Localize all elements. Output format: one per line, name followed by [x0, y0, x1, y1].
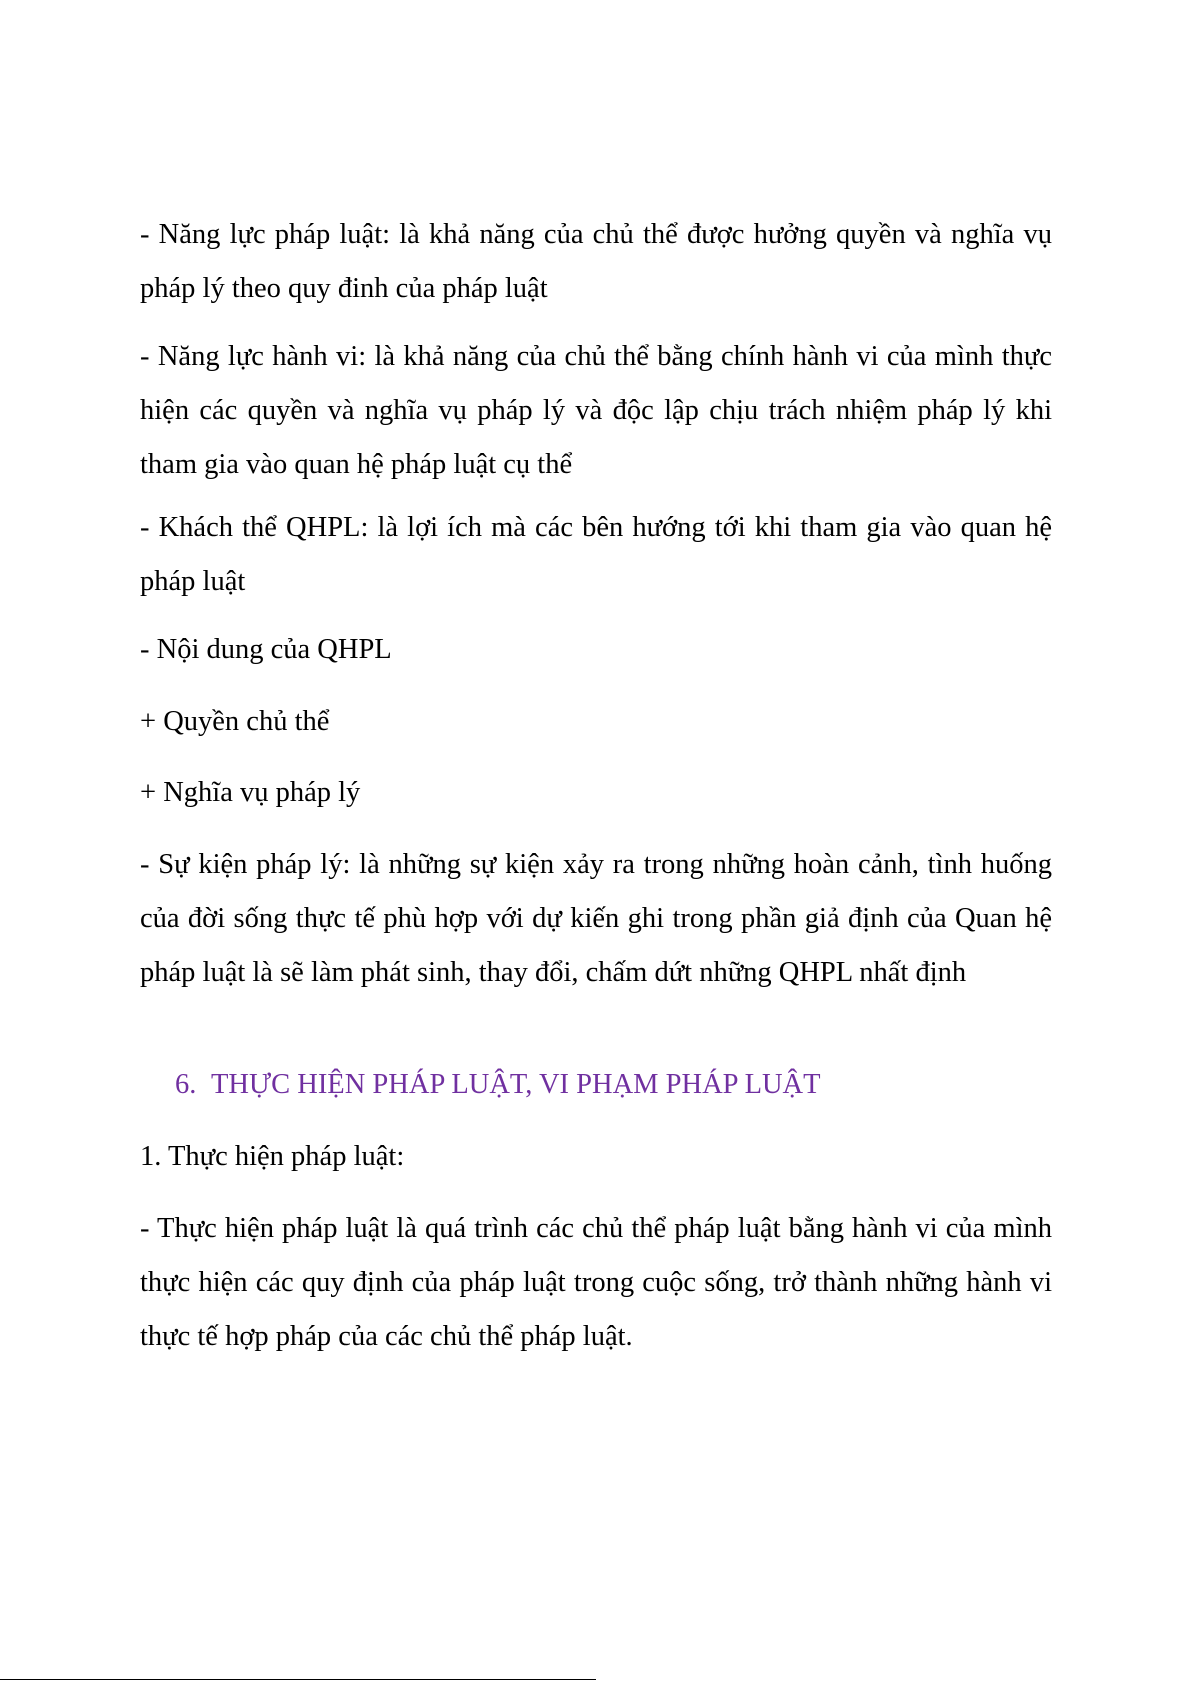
paragraph-thuc-hien-phap-luat: - Thực hiện pháp luật là quá trình các chủ thể pháp luật bằng hành vi của mình thực hiện các quy định của pháp luật trong cuộc sống, trở thành những hành vi thực tế hợp pháp của các chủ thể pháp luật.	[140, 1213, 1052, 1352]
paragraph-noi-dung: - Nội dung của QHPL	[140, 634, 392, 665]
footer-divider	[0, 1679, 596, 1680]
paragraph-nang-luc-phap-luat: - Năng lực pháp luật: là khả năng của chủ thể được hưởng quyền và nghĩa vụ pháp lý theo quy đinh của pháp luật	[140, 219, 1052, 304]
paragraph-khach-the: - Khách thể QHPL: là lợi ích mà các bên hướng tới khi tham gia vào quan hệ pháp luật	[140, 512, 1052, 597]
section-heading	[175, 1058, 1055, 1112]
section-heading-title: THỰC HIỆN PHÁP LUẬT, VI PHẠM PHÁP LUẬT	[211, 1069, 821, 1100]
paragraph-nghia-vu-phap-ly: + Nghĩa vụ pháp lý	[140, 777, 361, 808]
subheading-thuc-hien-phap-luat: 1. Thực hiện pháp luật:	[140, 1141, 405, 1172]
paragraph-su-kien-phap-ly: - Sự kiện pháp lý: là những sự kiện xảy ra trong những hoàn cảnh, tình huống của đời sống thực tế phù hợp với dự kiến ghi trong phần giả định của Quan hệ pháp luật là sẽ làm phát sinh, thay đổi, chấm dứt những QHPL nhất định	[140, 849, 1052, 988]
paragraph-quyen-chu-the: + Quyền chủ thể	[140, 706, 330, 737]
section-heading-number: 6.	[175, 1069, 197, 1100]
paragraph-nang-luc-hanh-vi: - Năng lực hành vi: là khả năng của chủ thể bằng chính hành vi của mình thực hiện các quyền và nghĩa vụ pháp lý và độc lập chịu trách nhiệm pháp lý khi tham gia vào quan hệ pháp luật cụ thể	[140, 341, 1052, 480]
